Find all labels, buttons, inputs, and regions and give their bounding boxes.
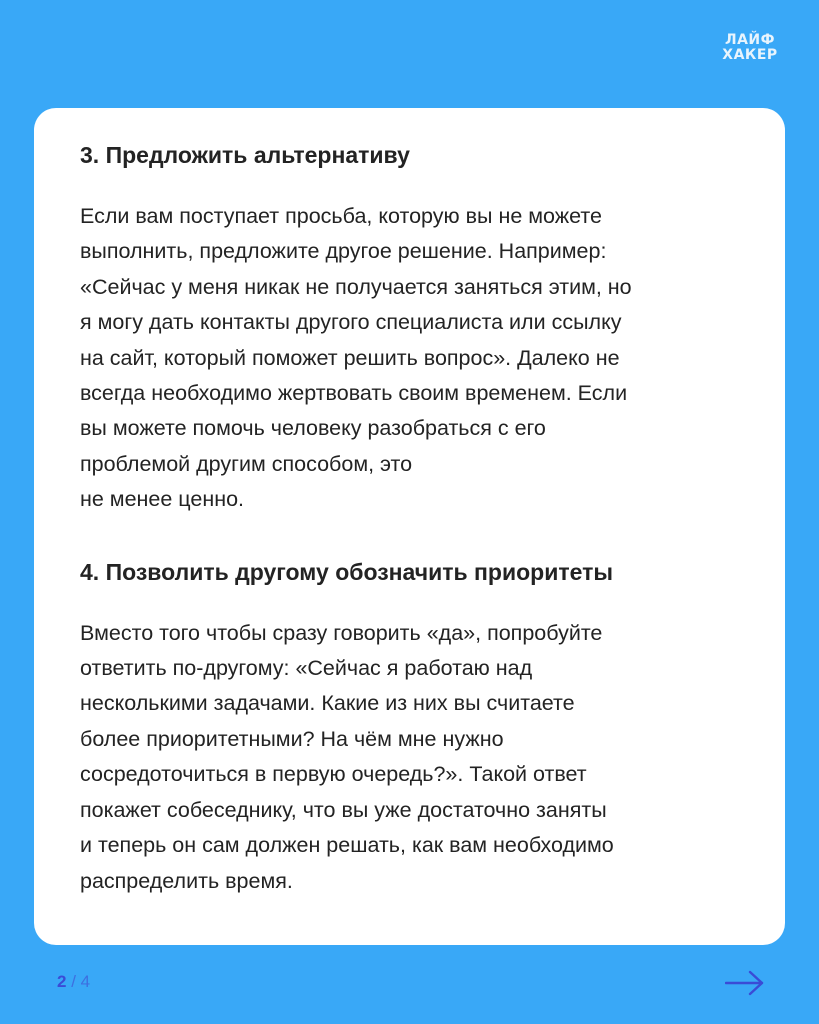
logo-line-2: ХАКЕР: [722, 47, 778, 63]
page-indicator: [57, 972, 90, 992]
section-4-text: Вместо того чтобы сразу говорить «да», попробуйте ответить по-другому: «Сейчас я работаю над несколькими задачами. Какие из них вы считаете более приоритетными? На чём мне нужно сосредоточиться в первую очередь?». Такой ответ покажет собеседнику, что вы уже достаточно заняты и теперь он сам должен решать, как вам необходимо распределить время.: [80, 620, 614, 893]
page-current: 2: [57, 972, 67, 991]
next-button[interactable]: [725, 970, 765, 996]
section-3-text: Если вам поступает просьба, которую вы не можете выполнить, предложите другое решение. Например: «Сейчас у меня никак не получается заняться этим, но я могу дать контакты другого специалиста или ссылку на сайт, который поможет решить вопрос». Далеко не всегда необходимо жертвовать своим временем. Если вы можете помочь человеку разобраться с его проблемой другим способом, это не менее ценно.: [80, 204, 632, 512]
arrow-right-icon: [725, 970, 765, 996]
content-card: [34, 108, 785, 945]
brand-logo: [720, 33, 780, 63]
section-4-heading: 4. Позволить другому обозначить приоритеты: [80, 558, 613, 585]
section-3-heading: 3. Предложить альтернативу: [80, 142, 410, 168]
page-total: 4: [80, 972, 91, 991]
logo-line-1: ЛАЙФ: [724, 32, 776, 48]
page-separator: /: [66, 972, 81, 991]
